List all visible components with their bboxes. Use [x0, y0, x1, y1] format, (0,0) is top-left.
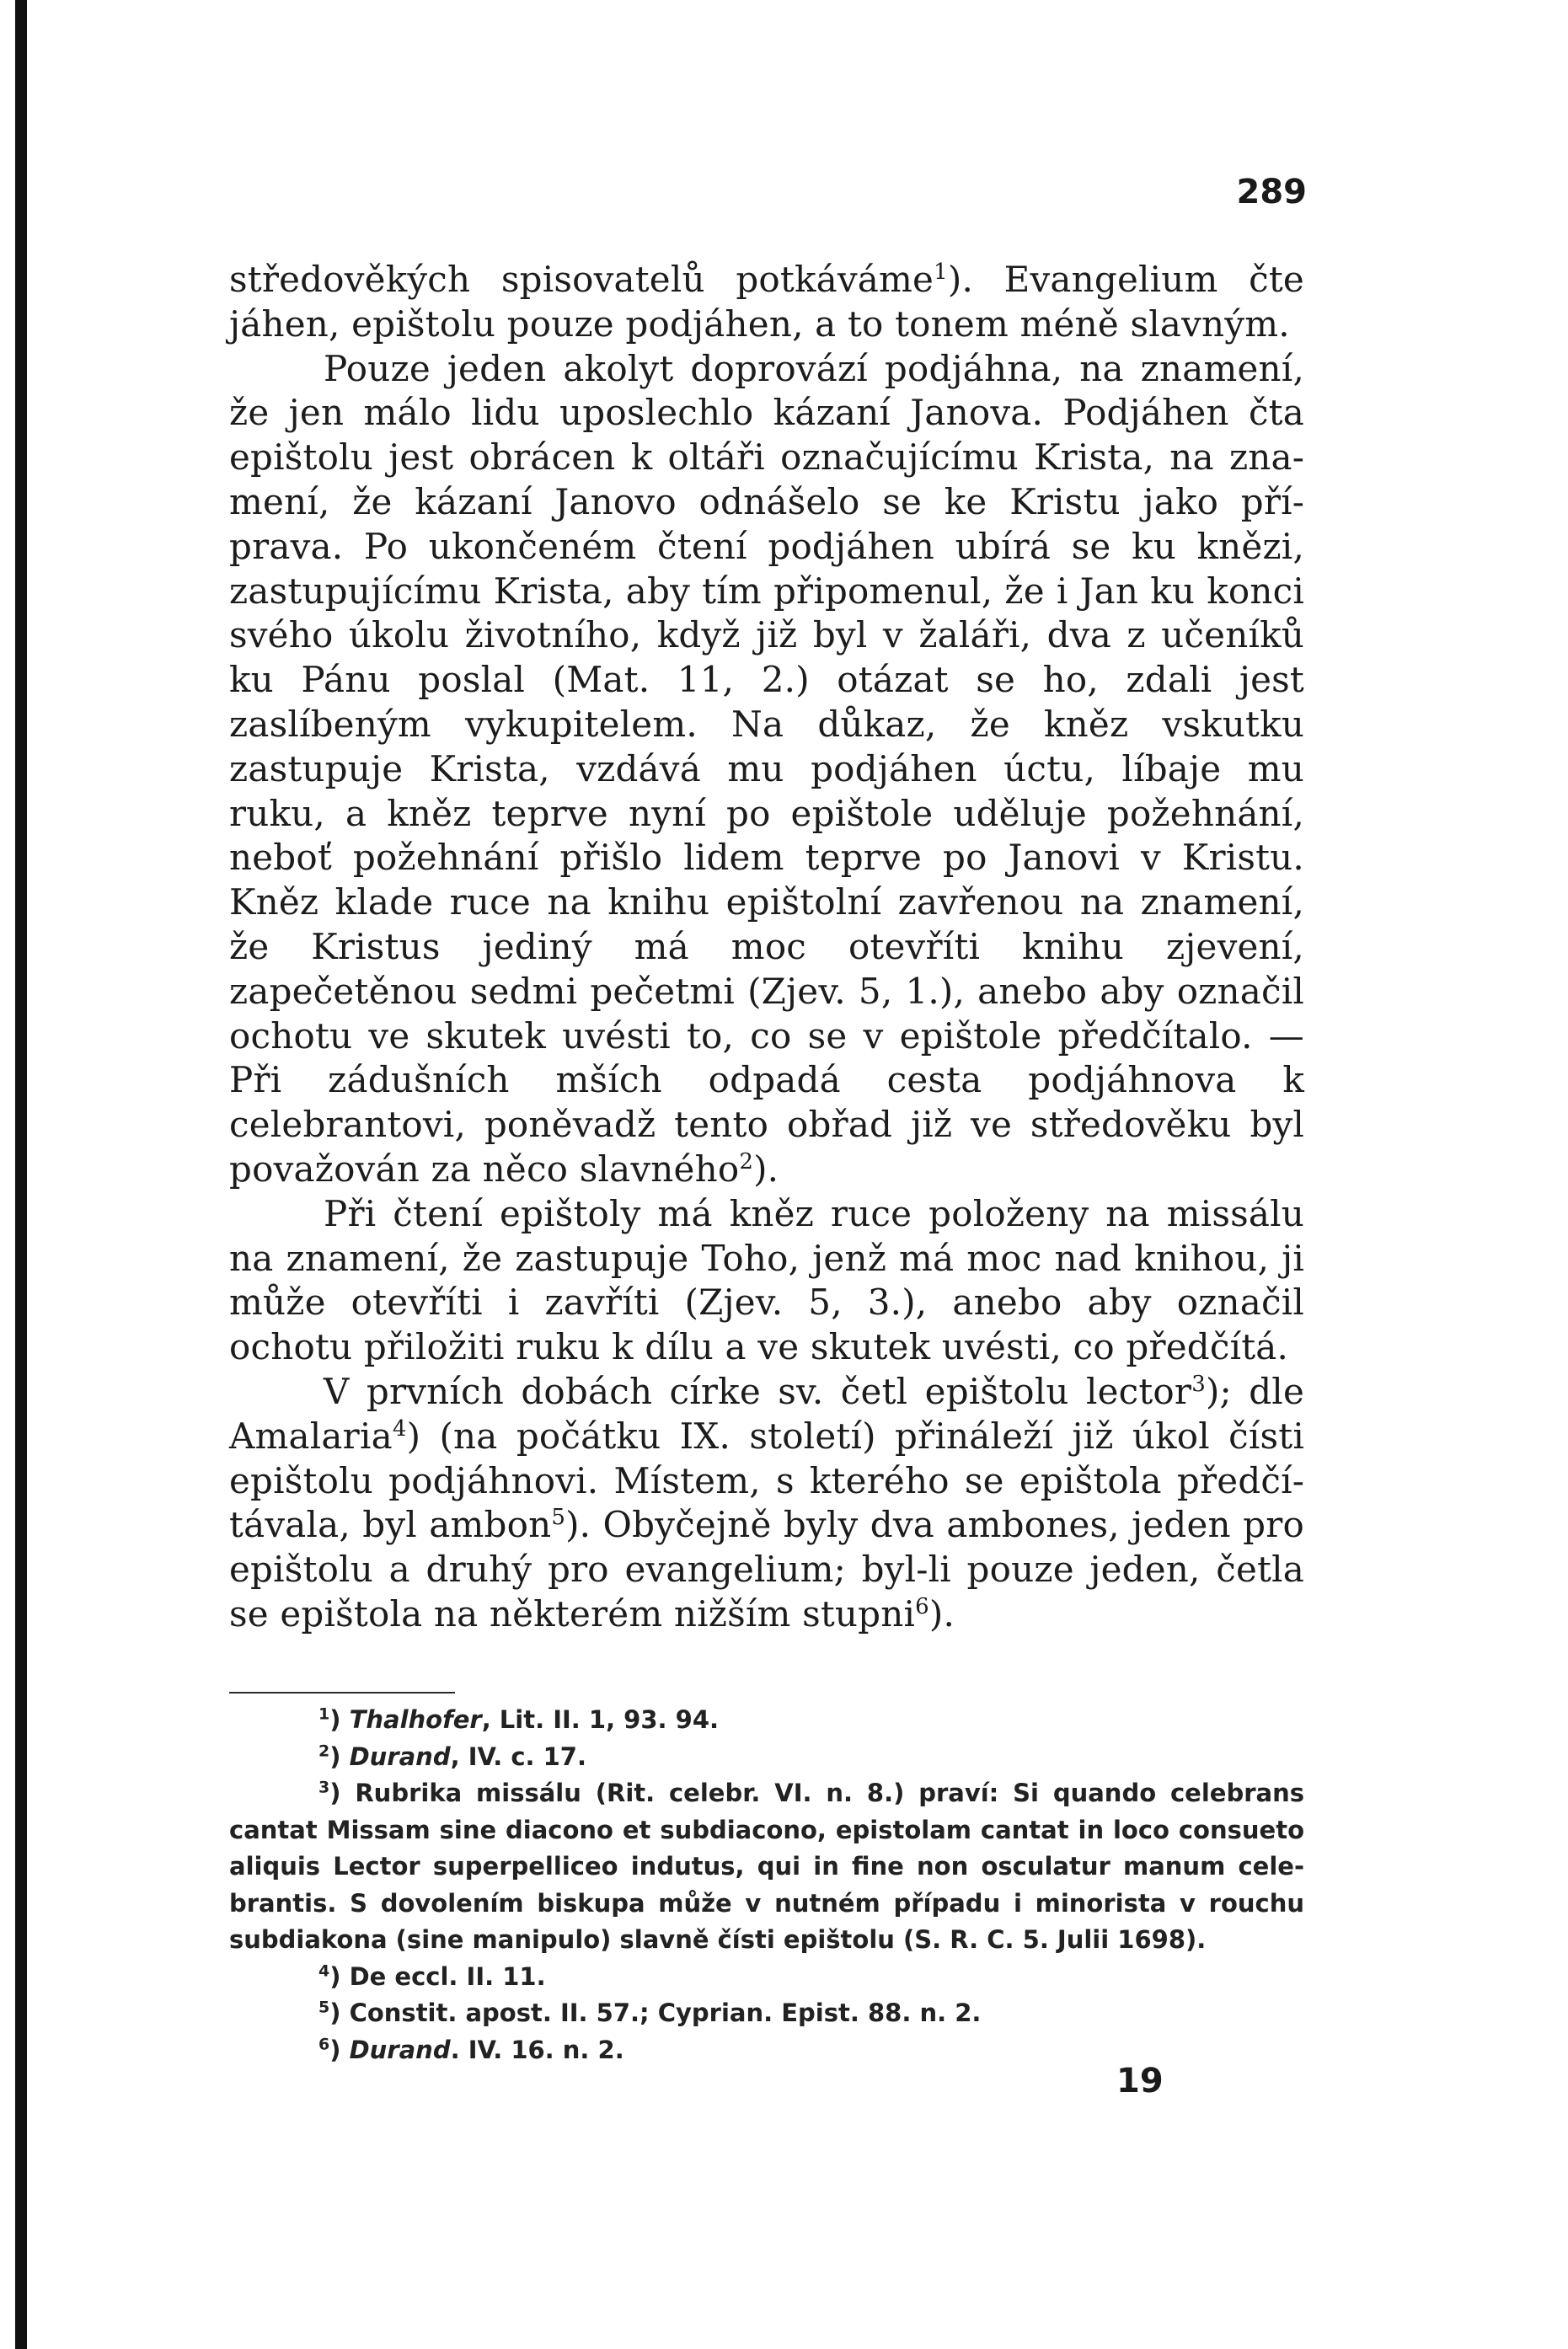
footnote-6-author: Durand	[349, 2035, 451, 2064]
footnote-2-text: , IV. c. 17.	[450, 1742, 586, 1771]
footnote-ref-4: 4	[392, 1415, 407, 1442]
footnotes	[229, 1702, 1304, 2068]
footnote-5	[229, 1995, 1304, 2032]
footnote-ref-3: 3	[1191, 1371, 1206, 1397]
footnote-6-text: . IV. 16. n. 2.	[450, 2035, 624, 2064]
footnote-1: $^1$) Thalhofer, Lit. II. 1, 93. 94.	[318, 1704, 720, 1734]
paragraph-1-text-rest: ). Evangelium čte jáhen, epištolu pouze podjáhen, a to tonem méně slavným.	[229, 259, 1304, 345]
footnote-4-text: ) De eccl. II. 11.	[329, 1961, 546, 1991]
paragraph-4-text-c: ) (na počátku IX. století) přináleží již úkol čísti epištolu podjáhnovi. Místem, s kterého se epištola předčítávala, byl ambon	[229, 1415, 1304, 1546]
footnote-separator	[229, 1692, 455, 1694]
footnote-2-mark: 2	[318, 1741, 330, 1760]
paragraph-4-text-a: V prvních dobách círke sv. četl epištolu lector	[324, 1370, 1192, 1412]
paragraph-1	[229, 258, 1304, 347]
paragraph-3-text: Při čtení epištoly má kněz ruce položeny na missálu na znamení, že zastupuje Toho, jenž má moc nad knihou, ji může otevříti i zavříti (Zjev. 5, 3.), anebo aby označil ochotu přiložiti ruku k dílu a ve skutek uvésti, co předčítá.	[229, 1192, 1304, 1368]
paragraph-4-text-e: ).	[928, 1592, 955, 1635]
paragraph-3	[229, 1192, 1304, 1370]
footnote-4-mark: 4	[318, 1961, 330, 1980]
body-text	[229, 258, 1304, 1637]
paragraph-4	[229, 1370, 1304, 1637]
footnote-6: $^6$) Durand. IV. 16. n. 2.	[318, 2034, 624, 2064]
footnote-3-mark: 3	[318, 1778, 330, 1797]
paragraph-4-text-d: ). Obyčejně byly dva ambones, jeden pro epištolu a druhý pro evangelium; byl-li pouze jeden, četla se epištola na některém nižším stupni	[229, 1504, 1304, 1635]
footnote-1-mark: 1	[318, 1704, 330, 1724]
footnote-ref-1: 1	[934, 260, 948, 285]
footnote-2-author: Durand	[349, 1742, 451, 1771]
page-binding-edge	[15, 0, 27, 2349]
footnote-ref-5: 5	[551, 1505, 566, 1531]
footnote-1-text: , Lit. II. 1, 93. 94.	[481, 1705, 720, 1734]
paragraph-2-tail: ).	[753, 1148, 779, 1190]
footnote-6-mark: 6	[318, 2034, 330, 2053]
footnote-1-author: Thalhofer	[349, 1705, 482, 1734]
footnote-4	[229, 1959, 1304, 1996]
footnote-5-text: ) Constit. apost. II. 57.; Cyprian. Epist. 88. n. 2.	[329, 1999, 982, 2027]
paragraph-1-text: středověkých spisovatelů potkáváme	[229, 259, 934, 300]
footnote-ref-2: 2	[739, 1148, 754, 1174]
footnote-ref-6: 6	[915, 1593, 929, 1619]
paragraph-2-text: Pouze jeden akolyt doprovází podjáhna, na znamení, že jen málo lidu uposlechlo kázaní Janova. Podjáhen čta epištolu jest obrácen k oltáři označujícímu Krista, na znamení, že kázaní Janovo odnášelo se ke Kristu jako příprava. Po ukončeném čtení podjáhen ubírá se ku knězi, zastupujícímu Krista, aby tím připomenul, že i Jan ku konci svého úkolu životního, když již byl v žaláři, dva z učeníků ku Pánu poslal (Mat. 11, 2.) otázat se ho, zdali jest zaslíbeným vykupitelem. Na důkaz, že kněz vskutku zastupuje Krista, vzdává mu podjáhen úctu, líbaje mu ruku, a kněz teprve nyní po epištole uděluje požehnání, neboť požehnání přišlo lidem teprve po Janovi v Kristu. Kněz klade ruce na knihu epištolní zavřenou na znamení, že Kristus jediný má moc otevříti knihu zjevení, zapečetěnou sedmi pečetmi (Zjev. 5, 1.), anebo aby označil ochotu ve skutek uvésti to, co se v epištole předčítalo. — Při zádušních mších odpadá cesta podjáhnova k celebrantovi, poněvadž tento obřad již ve středověku byl považován za něco slavného	[229, 347, 1304, 1190]
signature-mark: 19	[1116, 2062, 1164, 2100]
paragraph-2	[229, 347, 1304, 1192]
footnote-2: $^2$) Durand, IV. c. 17.	[318, 1741, 586, 1771]
footnote-3-text: ) Rubrika missálu (Rit. celebr. VI. n. 8.) praví: Si quando celebrans cantat Missam sine diacono et subdiacono, epistolam cantat in loco consueto aliquis Lector superpelliceo indutus, qui in fine non osculatur manum celebrantis. S dovolením biskupa může v nutném případu i minorista v rouchu subdiakona (sine manipulo) slavně čísti epištolu (S. R. C. 5. Julii 1698).	[229, 1779, 1304, 1954]
paragraph-4-text-b: ); dle Amalaria	[229, 1370, 1304, 1457]
footnote-5-mark: 5	[318, 1998, 330, 2017]
footnote-3	[229, 1775, 1304, 1959]
page-number: 289	[1236, 173, 1307, 211]
